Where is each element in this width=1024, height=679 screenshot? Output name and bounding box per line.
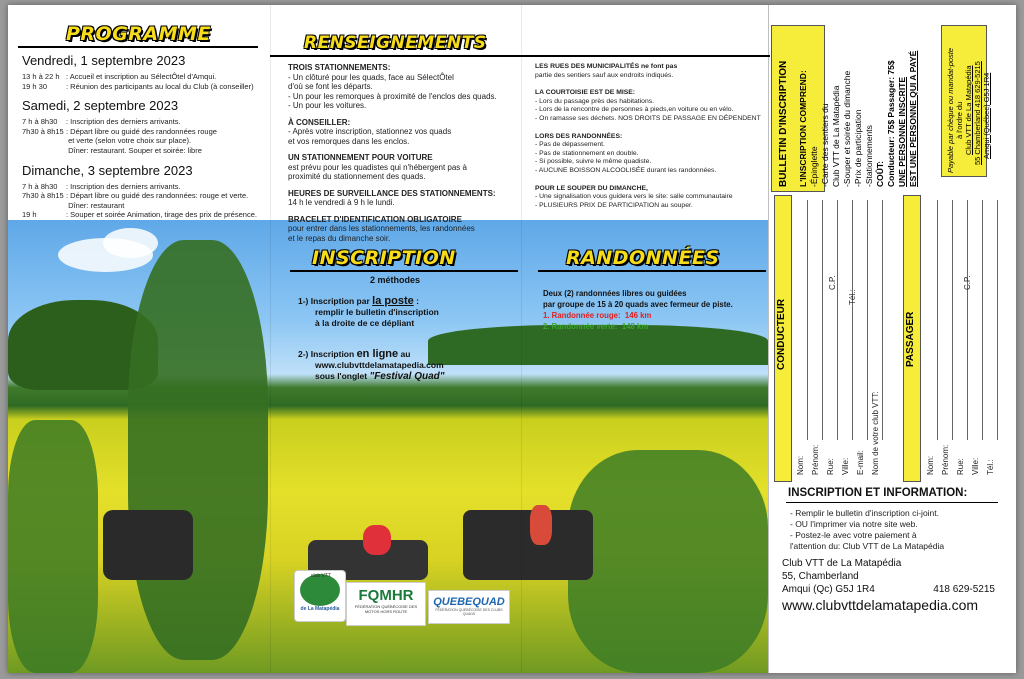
info-block: POUR LE SOUPER DU DIMANCHE, - Une signalisation vous guidera vers le site: salle communautaire - PLUSIEURS PRIX DE PARTICIPATION au souper. <box>535 184 733 209</box>
info-line: - Postez-le avec votre paiement à <box>790 530 917 540</box>
conducteur-right-label: C.P. <box>828 275 837 290</box>
info-block: LA COURTOISIE EST DE MISE: - Lors du passage près des habitations. - Lors de la rencontre de personnes à pieds,en voiture ou en vélo. - On ramasse ses déchets. NOS DROITS DE PASSAGE EN DÉPENDENT <box>535 89 761 122</box>
passager-label: PASSAGER <box>905 311 916 367</box>
conducteur-field-5-input[interactable] <box>882 200 883 440</box>
day-heading: Dimanche, 3 septembre 2023 <box>22 162 193 178</box>
quebequad-logo: QUEBEQUAD FÉDÉRATION QUÉBÉCOISE DES CLUBS QUADS <box>428 590 510 624</box>
info-line: - Remplir le bulletin d'inscription ci-joint. <box>790 508 940 518</box>
conducteur-label: CONDUCTEUR <box>776 298 787 370</box>
inscription-url[interactable]: www.clubvttdelamatapedia.com <box>315 360 444 370</box>
schedule-item: Dîner: restaurant. Souper et soirée: libre <box>66 145 202 155</box>
conducteur-field-3-input[interactable] <box>852 200 853 440</box>
bulletin-comprend: L'INSCRIPTION COMPREND: -Épinglette -Carte des sentiers du Club VTT de La Matapédia -Souper et soirée du dimanche -Prix de participation -Stationnements COÛT: Conducteur: 75$ Passager: 75$ UNE PERSONNE INSCRITE EST UNE PERSONNE QUI A PAYÉ <box>798 50 918 187</box>
info-title: INSCRIPTION ET INFORMATION: <box>788 487 968 499</box>
quad-vehicle-1 <box>103 510 193 580</box>
schedule-item: 7h30 à 8h15 : Départ libre ou guidé des randonnées: rouge et verte. <box>22 191 249 201</box>
passager-field-2-label: Rue: <box>956 458 965 475</box>
conducteur-field-3-label: Ville: <box>841 457 850 475</box>
passager-field-3-input[interactable] <box>982 200 983 440</box>
passager-field-1-label: Prénom: <box>941 444 950 475</box>
bulletin-payment: Payable par chèque ou mandat-poste à l'ordre du Club VTT de La Matapédia 55 Chamberland 418 629-5215 Amqui (Québec) G5J 1R4 <box>946 47 991 173</box>
fqmhr-logo: FQMHR FÉDÉRATION QUÉBÉCOISE DES MOTOS HORS ROUTE <box>346 582 426 626</box>
info-address: Club VTT de La Matapédia 55, Chamberland Amqui (Qc) G5J 1R4 418 629-5215 <box>782 558 995 595</box>
passager-field-3-label: Ville: <box>971 457 980 475</box>
schedule-item: 7 h à 8h30 : Inscription des derniers arrivants. <box>22 181 181 191</box>
inscription-subtitle: 2 méthodes <box>370 275 421 285</box>
renseignements-col2 <box>535 63 770 219</box>
info-line: - OU l'imprimer via notre site web. <box>790 519 918 529</box>
schedule-item: 19 h : Souper et soirée Animation, tirage des prix de présence. <box>22 210 257 220</box>
conducteur-field-2-input[interactable] <box>837 200 838 440</box>
programme-title: PROGRAMME <box>66 23 211 45</box>
passager-field-1-input[interactable] <box>952 200 953 440</box>
info-line: l'attention du: Club VTT de La Matapédia <box>790 541 945 551</box>
rider-red <box>363 525 391 555</box>
randonnees-title: RANDONNÉES <box>566 247 720 269</box>
brochure-sheet <box>8 5 1016 673</box>
passager-right-label: C.P. <box>963 275 972 290</box>
info-url[interactable]: www.clubvttdelamatapedia.com <box>782 597 979 613</box>
conducteur-field-1-input[interactable] <box>822 200 823 440</box>
conducteur-right-label: Tél.: <box>848 289 857 305</box>
conducteur-field-4-label: E-mail: <box>856 450 865 475</box>
inscription-method-post: 1-) Inscription par la poste : remplir le bulletin d'inscription à la droite de ce dépliant <box>298 295 439 328</box>
rider-orange <box>530 505 552 545</box>
conducteur-field-4-input[interactable] <box>867 200 868 440</box>
schedule-item: et verte (selon votre choix sur place). <box>66 136 192 146</box>
renseignements-title: RENSEIGNEMENTS <box>304 33 487 53</box>
info-block: TROIS STATIONNEMENTS: - Un clôturé pour les quads, face au SélectÔtel d'où se font les départs. - Un pour les remorques à proximité de l'enclos des quads. - Un pour les voitures. <box>288 63 497 110</box>
day-heading: Vendredi, 1 septembre 2023 <box>22 53 186 68</box>
passager-field-0-label: Nom: <box>926 455 935 475</box>
renseignements-col1 <box>288 63 513 250</box>
passager-field-0-input[interactable] <box>937 200 938 440</box>
conducteur-field-0-label: Nom: <box>796 455 805 475</box>
info-lines <box>790 508 944 552</box>
quad-vehicle-3 <box>463 510 593 580</box>
passager-field-2-input[interactable] <box>967 200 968 440</box>
inscription-title: INSCRIPTION <box>312 247 456 269</box>
info-block: BRACELET D'IDENTIFICATION OBLIGATOIRE pour entrer dans les stationnements, les randonnées et le repas du dimanche soir. <box>288 214 475 243</box>
info-block: HEURES DE SURVEILLANCE DES STATIONNEMENTS: 14 h le vendredi à 9 h le lundi. <box>288 188 496 207</box>
schedule-item: 13 h à 22 h : Accueil et inscription au SélectÔtel d'Amqui. <box>22 72 217 81</box>
passager-field-4-label: Tél.: <box>986 459 995 475</box>
inscription-method-online: 2-) Inscription en ligne au www.clubvttdelamatapedia.com sous l'onglet "Festival Quad" <box>298 348 445 382</box>
info-block: À CONSEILLER: - Après votre inscription, stationnez vos quads et vos remorques dans les enclos. <box>288 117 452 146</box>
schedule-item: 7 h à 8h30 : Inscription des derniers arrivants. <box>22 117 181 127</box>
schedule-item: Dîner: restaurant <box>66 200 125 210</box>
bulletin-title: BULLETIN D'INSCRIPTION <box>778 60 789 187</box>
info-block: LORS DES RANDONNÉES: - Pas de dépassement. - Pas de stationnement en double. - Si possible, suivre le même quadiste. - AUCUNE BOISSON ALCOOLISÉE durant les randonnées. <box>535 132 717 174</box>
conducteur-field-0-input[interactable] <box>807 200 808 440</box>
schedule-item: 19 h 30 : Réunion des participants au local du Club (à conseiller) <box>22 81 254 91</box>
day-heading: Samedi, 2 septembre 2023 <box>22 98 179 114</box>
info-block: UN STATIONNEMENT POUR VOITURE est prévu pour les quadistes qui n'hébergent pas à proximité du stationnement des quads. <box>288 153 467 181</box>
schedule-item: 7h30 à 8h15 : Départ libre ou guidé des randonnées rouge <box>22 126 217 136</box>
passager-field-4-input[interactable] <box>997 200 998 440</box>
conducteur-field-5-label: Nom de votre club VTT: <box>871 391 880 475</box>
conducteur-field-1-label: Prénom: <box>811 444 820 475</box>
conducteur-field-2-label: Rue: <box>826 458 835 475</box>
club-vtt-logo: club VTT de La Matapédia <box>294 570 346 622</box>
info-block: LES RUES DES MUNICIPALITÉS ne font pas partie des sentiers sauf aux endroits indiqués. <box>535 63 678 79</box>
programme-schedule <box>22 53 272 220</box>
randonnees-text: Deux (2) randonnées libres ou guidées par groupe de 15 à 20 quads avec fermeur de piste. 1. Randonnée rouge: 146 km 2. Randonnée verte: 148 km <box>543 289 733 331</box>
